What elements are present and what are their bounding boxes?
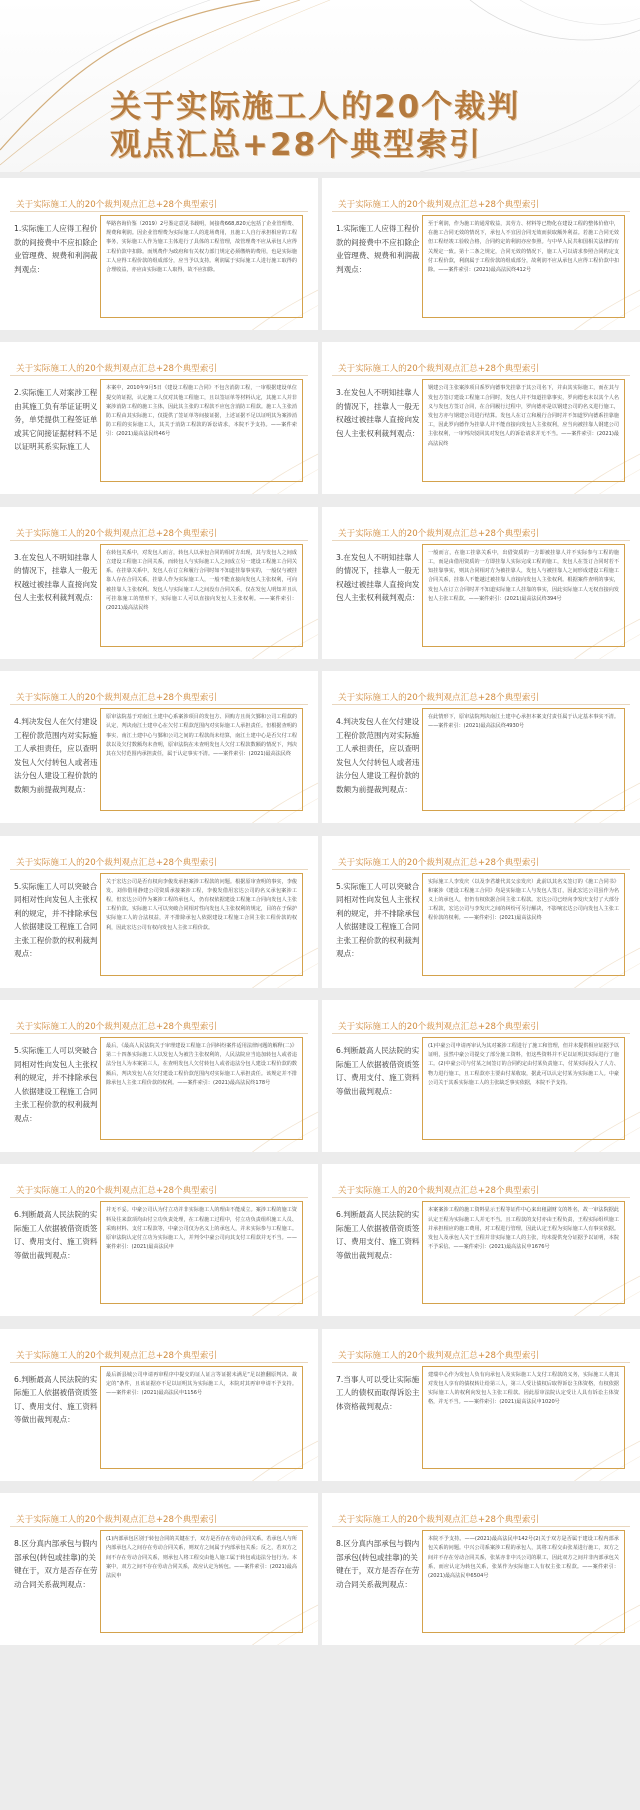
divider <box>332 1362 630 1363</box>
card-content-box: (1)内部承包区别于转包合同的关键在于，双方是否存在劳动合同关系。若承包人与所内部承包人之间存在劳动合同关系，则双方之间属于内部承包关系；反之，若双方之间不存在劳动合同关系，则承包人将工程交由他人施工属于转包或违法分包行为。本案中，双方之间不存在劳动合同关系，故应认定为转包。——案件索引：(2021)最高法民申 <box>100 1530 303 1633</box>
index-card <box>322 1000 640 1152</box>
card-content-box: 华路咨询价鉴（2019）2号鉴定意见书载明，间接费668,820元包括了企业管理费、规费和利润。因企业管理费为实际施工人的进场费用，且施工人自行承担相应的工程事务，实际施工人作为施工主体进行了具体的工程管理，故管理费不应从承包人应得工程价款中扣除。而规费作为政府和有关权力部门规定必须缴纳的费用，也是实际施工人应得工程价款的组成部分，应当予以支持。利润属于实际施工人进行施工取得的合理收益，亦应由实际施工人取得，故不应扣除。 <box>100 215 303 318</box>
card-header: 关于实际施工人的20个裁判观点汇总+28个典型索引 <box>16 528 217 539</box>
index-card <box>0 1329 318 1481</box>
divider <box>10 375 308 376</box>
divider <box>332 1033 630 1034</box>
card-point-label: 6.判断最高人民法院的实际施工人依据被借资质签订、费用支付、施工资料等做出裁判观点： <box>336 1210 420 1260</box>
card-header: 关于实际施工人的20个裁判观点汇总+28个典型索引 <box>16 693 217 704</box>
card-point-label: 3.在发包人不明知挂靠人的情况下，挂靠人一般无权越过被挂靠人直接向发包人主张权利裁判观点： <box>336 388 420 438</box>
card-header: 关于实际施工人的20个裁判观点汇总+28个典型索引 <box>16 200 217 210</box>
index-card <box>322 1493 640 1645</box>
card-header: 关于实际施工人的20个裁判观点汇总+28个典型索引 <box>16 857 217 868</box>
card-point-label: 6.判断最高人民法院的实际施工人依据被借资质签订、费用支付、施工资料等做出裁判观点： <box>336 1046 420 1096</box>
index-card <box>0 836 318 988</box>
index-card <box>0 507 318 659</box>
card-point-label: 1.实际施工人应得工程价款的间接费中不应扣除企业管理费、规费和利润裁判观点： <box>14 224 98 274</box>
card-point-label: 3.在发包人不明知挂靠人的情况下，挂靠人一般无权越过被挂靠人直接向发包人主张权利裁判观点： <box>336 552 420 603</box>
card-content-box: 在此情形下，原审法院判决南江土建中心承担本案支付责任属于认定基本事实不清。——案件索引：(2021)最高法民终4930号 <box>422 708 625 811</box>
card-header: 关于实际施工人的20个裁判观点汇总+28个典型索引 <box>338 1022 539 1032</box>
index-card <box>322 1329 640 1481</box>
card-header: 关于实际施工人的20个裁判观点汇总+28个典型索引 <box>16 364 217 375</box>
card-header: 关于实际施工人的20个裁判观点汇总+28个典型索引 <box>338 693 539 704</box>
divider <box>332 1526 630 1527</box>
card-point-label: 6.判断最高人民法院的实际施工人依据被借资质签订、费用支付、施工资料等做出裁判观点： <box>14 1374 98 1425</box>
index-card <box>0 671 318 823</box>
index-card <box>0 178 318 330</box>
card-header: 关于实际施工人的20个裁判观点汇总+28个典型索引 <box>16 1350 217 1361</box>
card-point-label: 5.实际施工人可以突破合同相对性向发包人主张权利的规定，并不排除承包人依据建设工程施工合同主张工程价款的权利裁判观点： <box>14 881 98 959</box>
card-content-box: 本案案涉工程的施工资料显示王程等证件中心来出租副财文的姓名，故一审法院据此认定王程为实际施工人并无不当。且工程款的支付亦由王程负责，王程实际组织施工并承担相应的施工费用，对工程进行管理，因此认定王程为实际施工人有事实依据。发包人及承包人关于王程并非实际施工人的主张，均未提供充分证据予以证明，本院不予采信。——案件索引：(2021)最高法民申1676号 <box>422 1201 625 1304</box>
divider <box>10 540 308 541</box>
hero-banner <box>0 0 640 172</box>
card-header: 关于实际施工人的20个裁判观点汇总+28个典型索引 <box>16 1186 217 1197</box>
index-card <box>322 836 640 988</box>
card-content-box: 实际施工人李发庆（以及李君雄代其父亲发庆）此前以其名义签订的《施工合同书》和案涉《建设工程施工合同》均是实际施工人与发包人签订，因此宏达公司虽作为名义上的承包人，但仍有权依据合同主张工程款。宏达公司已经向李发庆支付了大部分工程款，宏达公司与李发庆之间的纠纷可另行解决，不影响宏达公司向发包人主张工程价款的权利。——案件索引：(2021)最高法民终 <box>422 873 625 976</box>
divider <box>10 1362 308 1363</box>
divider <box>10 1526 308 1527</box>
divider <box>10 1033 308 1034</box>
index-card <box>322 507 640 659</box>
card-header: 关于实际施工人的20个裁判观点汇总+28个典型索引 <box>338 200 539 210</box>
card-content-box: 关于宏达公司是否有权向李俊发承担案涉工程款的问题。根据原审查明的事实，李俊发、刘伟借用静建公司资质承接案涉工程，李俊发借用宏达公司的名义承包案涉工程，但宏达公司作为案涉工程的承包人，仍有权依据建设工程施工合同向发包人主张工程价款。实际施工人可以突破合同相对性向发包人主张权利的规定，目的在于保护实际施工人的合法权益，并不排除承包人依据建设工程施工合同主张工程价款的权利，因此宏达公司有权向发包人主张工程价款。 <box>100 873 303 976</box>
card-header: 关于实际施工人的20个裁判观点汇总+28个典型索引 <box>16 1022 217 1032</box>
card-point-label: 5.实际施工人可以突破合同相对性向发包人主张权利的规定，并不排除承包人依据建设工程施工合同主张工程价款的权利裁判观点： <box>14 1046 98 1123</box>
divider <box>10 869 308 870</box>
card-point-label: 7.当事人可以受让实际施工人的债权而取得诉讼主体资格裁判观点： <box>336 1374 420 1411</box>
index-card <box>0 1164 318 1316</box>
card-content-box: (1)中豪公司申请再审认为其对案涉工程进行了施工和管理，但并未提供相应证据予以证明，虽然中豪公司提交了部分施工资料，但这些资料并不足以证明其实际进行了施工。(2)中豪公司与付某之间签订的合同约定由付某负责施工，付某实际投入了人力、物力进行施工，且工程款亦主要由付某收取，据此可以认定付某为实际施工人。中豪公司关于其系实际施工人的主张缺乏事实依据，本院不予支持。 <box>422 1037 625 1140</box>
index-card <box>0 1000 318 1152</box>
card-content-box: 在转包关系中，对发包人而言，转包人以承包合同的相对方出现，其与发包人之间成立建设工程施工合同关系，而转包人与实际施工人之间成立另一建设工程施工合同关系。在挂靠关系中，发包人在订立和履行合同时如不知道挂靠事实的，一般仅与被挂靠人存在合同关系，挂靠人作为实际施工人，一般不能直接向发包人主张权利，可向被挂靠人主张权利。发包人与实际施工人之间没有合同关系，仅在发包人明知并且认可挂靠施工的情形下，实际施工人可以直接向发包人主张权利。——案件索引：(2021)最高法民终 <box>100 544 303 647</box>
card-point-label: 6.判断最高人民法院的实际施工人依据被借资质签订、费用支付、施工资料等做出裁判观点： <box>14 1210 98 1260</box>
card-point-label: 4.判决发包人在欠付建设工程价款范围内对实际施工人承担责任，应以查明发包人欠付转包人或者违法分包人建设工程价款的数额为前提裁判观点： <box>336 717 420 794</box>
card-point-label: 4.判决发包人在欠付建设工程价款范围内对实际施工人承担责任，应以查明发包人欠付转包人或者违法分包人建设工程价款的数额为前提裁判观点： <box>14 717 98 794</box>
card-content-box: 建瑞中心作为发包人负有向承包人及实际施工人支付工程款的义务，实际施工人将其对发包人享有的债权转让给第三人，第三人受让债权后取得诉讼主体资格，有权依据实际施工人的权利向发包人主张工程款。因此原审法院认定受让人具有诉讼主体资格，并无不当。——案件索引：(2021)最高法民申1020号 <box>422 1366 625 1469</box>
card-point-label: 1.实际施工人应得工程价款的间接费中不应扣除企业管理费、规费和利润裁判观点： <box>336 224 420 274</box>
title-line-2: 观点汇总+28个典型索引 <box>110 127 483 163</box>
card-content-box: 原审法院基于对南江土建中心系案涉项目的发包方、回购方且尚欠鄞和公司工程款的认定，判决南江土建中心在欠付工程款范围内对实际施工人承担责任。但根据查明的事实，南江土建中心与鄞和公司之间的工程款尚未结算，南江土建中心是否欠付工程款以及欠付数额均未查明，原审法院在未查明发包人欠付工程款数额的情况下，判决其在欠付范围内承担责任，属于认定事实不清。——案件索引：(2021)最高法民终 <box>100 708 303 811</box>
index-card <box>322 671 640 823</box>
divider <box>332 869 630 870</box>
card-content-box: 最后，《最高人民法院关于审理建设工程施工合同纠纷案件适用法律问题的解释(二)》第二十四条实际施工人以发包人为被告主张权利的，人民法院应当追加转包人或者违法分包人为本案第三人，在查明发包人欠付转包人或者违法分包人建设工程价款的数额后，判决发包人在欠付建设工程价款范围内对实际施工人承担责任。该规定并不排除承包人主张工程价款的权利。——案件索引：(2021)最高法民终178号 <box>100 1037 303 1140</box>
card-point-label: 3.在发包人不明知挂靠人的情况下，挂靠人一般无权越过被挂靠人直接向发包人主张权利裁判观点： <box>14 552 98 603</box>
card-header: 关于实际施工人的20个裁判观点汇总+28个典型索引 <box>338 857 539 868</box>
card-content-box: 并无不妥。中豪公司认为付立功并非实际施工人的理由不能成立。案涉工程的施工资料及往来款项均由付立功负责处理，在工程施工过程中，付立功负责组织施工人员、采购材料、支付工程款等，中豪公司仅为名义上的承包人，并未实际参与工程施工。原审法院认定付立功为实际施工人，并判令中豪公司向其支付工程款并无不当。——案件索引：(2021)最高法民申 <box>100 1201 303 1304</box>
title-line-1: 关于实际施工人的20个裁判 <box>110 89 521 125</box>
card-content-box: 最后新县城公司申请再审程序中提交的证人证言等证据未满足“足以推翻原判决、裁定的”条件，且该证据亦不足以证明其为实际施工人，本院对其再审申请不予支持。——案件索引：(2021)最高法民申1156号 <box>100 1366 303 1469</box>
card-content-box: 本案中，2010年9月5日《建设工程施工合同》不包含消防工程，一审根据建设单位提交的证据，认定施工人仅对其他工程施工，且以签证单等材料认定，其施工人并非案涉消防工程的施工主体，因此其主张的工程款不应包含消防工程款。施工人主张消防工程由其实际施工，仅提供了签证单等间接证据，上述证据不足以证明其为案涉消防工程的实际施工人，其关于消防工程款的诉讼请求，本院不予支持。——案件索引：(2021)最高法民终46号 <box>100 379 303 482</box>
divider <box>332 375 630 376</box>
card-point-label: 5.实际施工人可以突破合同相对性向发包人主张权利的规定，并不排除承包人依据建设工程施工合同主张工程价款的权利裁判观点： <box>336 881 420 959</box>
card-point-label: 8.区分真内部承包与假内部承包(转包或挂靠)的关键在于，双方是否存在劳动合同关系裁判观点： <box>336 1539 420 1589</box>
divider <box>332 211 630 212</box>
index-card <box>322 178 640 330</box>
index-card <box>322 1164 640 1316</box>
card-content-box: 钢建公司主张案涉项目系罗向德事先挂靠于其公司名下，并由其实际施工，而在其与发包方签订建设工程施工合同时，发包人并不知道挂靠事实，罗向德也未以其个人名义与发包方签订合同，在合同履行过程中，罗向德亦是以钢建公司的名义进行施工，发包方亦与钢建公司进行结算。发包人在订立和履行合同时并不知道罗向德系挂靠施工，因此罗向德作为挂靠人并不能直接向发包人主张权利，应当向被挂靠人钢建公司主张权利，一审判决驳回其对发包人的诉讼请求并无不当。——案件索引：(2021)最高法民终 <box>422 379 625 482</box>
card-header: 关于实际施工人的20个裁判观点汇总+28个典型索引 <box>338 528 539 539</box>
index-card <box>322 342 640 494</box>
divider <box>332 1197 630 1198</box>
card-header: 关于实际施工人的20个裁判观点汇总+28个典型索引 <box>16 1515 217 1526</box>
card-header: 关于实际施工人的20个裁判观点汇总+28个典型索引 <box>338 1350 539 1361</box>
card-point-label: 8.区分真内部承包与假内部承包(转包或挂靠)的关键在于，双方是否存在劳动合同关系裁判观点： <box>14 1539 98 1589</box>
page-title <box>110 88 610 164</box>
card-header: 关于实际施工人的20个裁判观点汇总+28个典型索引 <box>338 1515 539 1526</box>
card-point-label: 2.实际施工人对案涉工程由其施工负有举证证明义务，单凭提供工程签证单或其它间接证据材料不足以证明其系实际施工人 <box>14 388 98 452</box>
card-content-box: 一般而言，在施工挂靠关系中，出借资质的一方即被挂靠人并不实际参与工程的施工，而是由借用资质的一方即挂靠人实际完成工程的施工，发包人在签订合同时若不知挂靠事实，则其合同相对方为被挂靠人，发包人与被挂靠人之间形成建设工程施工合同关系，挂靠人不能越过被挂靠人直接向发包人主张权利。根据案件查明的事实，发包人在订立合同时并不知道实际施工人挂靠的事实，因此实际施工人无权直接向发包人主张工程款。——案件索引：(2021)最高法民终394号 <box>422 544 625 647</box>
divider <box>10 1197 308 1198</box>
card-content-box: 至于利润，作为施工的通常收益，其劳力、材料等已物化在建设工程的整体价值中，在施工合同无效的情况下，承包人不宜因合同无效而获取额外利益。若施工合同无效但工程经竣工验收合格，合同约定的利润亦应参照。与中华人民共和国相关法律的有关规定一致。第十二条之规定，合同无效的情况下，施工人可以请求参照合同约定支付工程价款，利润属于工程价款的组成部分，故利润不应从承包人应得工程价款中扣除。——案件索引：(2021)最高法民终412号 <box>422 215 625 318</box>
divider <box>332 540 630 541</box>
index-card <box>0 1493 318 1645</box>
card-content-box: 本院不予支持。——(2021)最高法民申142号(2)关于双方是否属于建设工程内部承包关系的问题。中兴公司系案涉工程的承包人，其将工程交由张某进行施工，双方之间并不存在劳动合同关系，张某亦非中兴公司的职工，因此双方之间并非内部承包关系，而应认定为转包关系，张某作为实际施工人有权主张工程款。——案件索引：(2021)最高法民申6504号 <box>422 1530 625 1633</box>
card-header: 关于实际施工人的20个裁判观点汇总+28个典型索引 <box>338 364 539 375</box>
divider <box>10 211 308 212</box>
index-card <box>0 342 318 494</box>
divider <box>10 704 308 705</box>
card-header: 关于实际施工人的20个裁判观点汇总+28个典型索引 <box>338 1186 539 1197</box>
divider <box>332 704 630 705</box>
